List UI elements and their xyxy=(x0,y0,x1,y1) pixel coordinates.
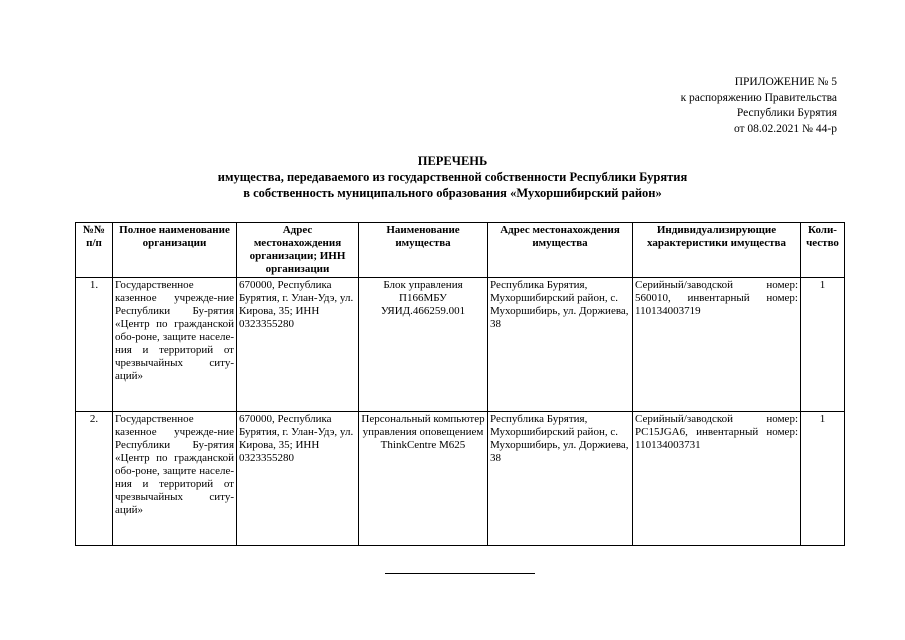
header-item: Наименование имущества xyxy=(359,223,488,278)
cell-item-address: Республика Бурятия, Мухоршибирский район, с. Мухоршибирь, ул. Доржиева, 38 xyxy=(488,278,633,412)
cell-specs: Серийный/заводской номер: 560010, инвентарный номер: 110134003719 xyxy=(633,278,801,412)
title-line-3: в собственность муниципального образования «Мухоршибирский район» xyxy=(243,186,662,200)
cell-num: 1. xyxy=(76,278,113,412)
document-title xyxy=(0,153,905,201)
cell-item: Блок управления П166МБУ УЯИД.466259.001 xyxy=(359,278,488,412)
cell-org-address: 670000, Республика Бурятия, г. Улан-Удэ, ул. Кирова, 35; ИНН 0323355280 xyxy=(237,278,359,412)
table-row xyxy=(76,278,845,412)
appendix-line-3: Республики Бурятия xyxy=(736,107,837,119)
header-qty: Коли-чество xyxy=(801,223,845,278)
header-org: Полное наименование организации xyxy=(113,223,237,278)
appendix-line-2: к распоряжению Правительства xyxy=(680,91,837,104)
cell-item-address: Республика Бурятия, Мухоршибирский район, с. Мухоршибирь, ул. Доржиева, 38 xyxy=(488,412,633,546)
title-line-1: ПЕРЕЧЕНЬ xyxy=(417,154,488,168)
cell-num: 2. xyxy=(76,412,113,546)
cell-qty: 1 xyxy=(801,278,845,412)
table-header-row xyxy=(76,223,845,278)
cell-item: Персональный компьютер управления оповещением ThinkCentre M625 xyxy=(359,412,488,546)
cell-org: Государственное казенное учрежде-ние Республики Бу-рятия «Центр по гражданской обо-роне, защите населе-ния и территорий от чрезвычайных ситу-аций» xyxy=(113,412,237,546)
header-specs: Индивидуализирующие характеристики имущества xyxy=(633,223,801,278)
cell-org-address: 670000, Республика Бурятия, г. Улан-Удэ, ул. Кирова, 35; ИНН 0323355280 xyxy=(237,412,359,546)
cell-qty: 1 xyxy=(801,412,845,546)
appendix-line-4: от 08.02.2021 № 44-р xyxy=(733,122,837,135)
header-org-address: Адрес местонахождения организации; ИНН организации xyxy=(237,223,359,278)
title-line-2: имущества, передаваемого из государственной собственности Республики Бурятия xyxy=(217,170,688,184)
property-table xyxy=(75,222,845,546)
appendix-block xyxy=(681,75,837,137)
header-num: №№ п/п xyxy=(76,223,113,278)
appendix-line-1: ПРИЛОЖЕНИЕ № 5 xyxy=(734,76,837,88)
cell-specs: Серийный/заводской номер: PC15JGA6, инвентарный номер: 110134003731 xyxy=(633,412,801,546)
footer-divider xyxy=(385,573,535,574)
header-item-address: Адрес местонахождения имущества xyxy=(488,223,633,278)
cell-org: Государственное казенное учрежде-ние Республики Бу-рятия «Центр по гражданской обо-роне, защите населе-ния и территорий от чрезвычайных ситу-аций» xyxy=(113,278,237,412)
table-row xyxy=(76,412,845,546)
